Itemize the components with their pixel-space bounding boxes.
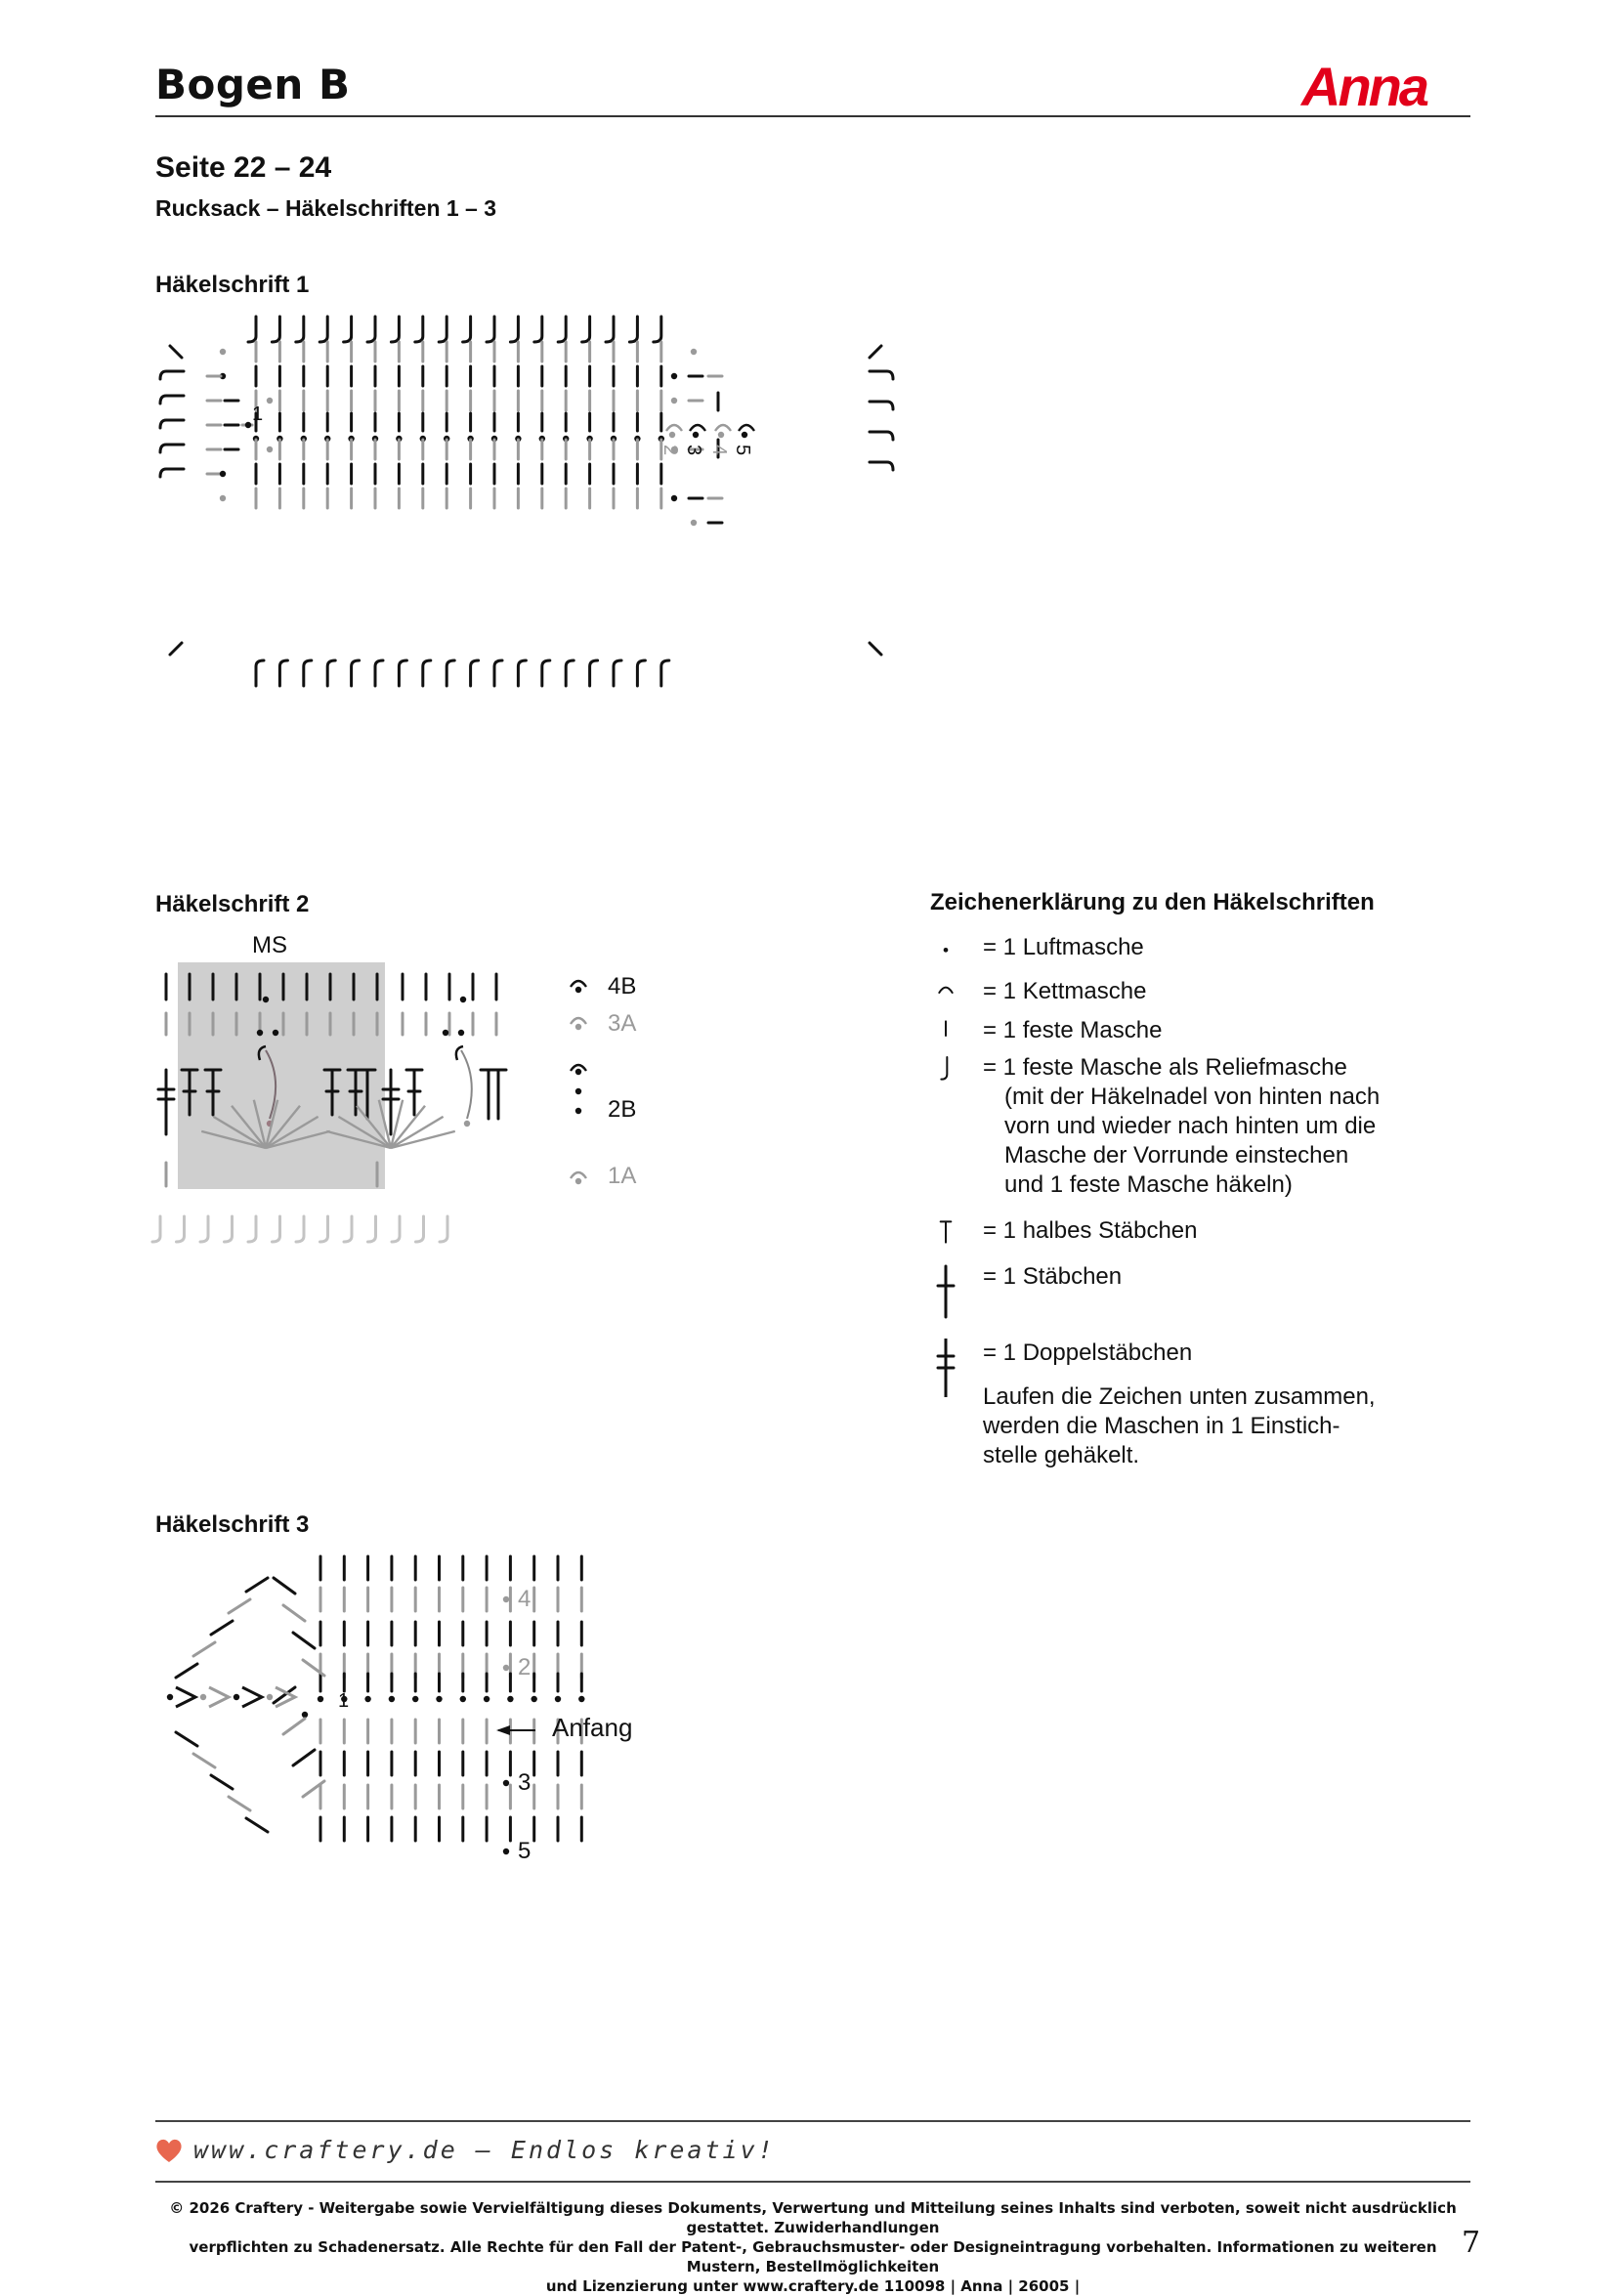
single-crochet-symbol: [211, 1775, 233, 1789]
chain-symbol: [245, 422, 251, 428]
heart-icon: [154, 2136, 184, 2165]
chain-symbol: [555, 1696, 561, 1702]
relief-stitch-symbol: [248, 317, 256, 342]
chain-symbol: [302, 1712, 308, 1718]
chain-symbol: [503, 1849, 509, 1854]
chain-symbol: [575, 1069, 581, 1075]
single-crochet-symbol: [246, 1818, 268, 1832]
legend-text-line: = 1 Stäbchen: [983, 1263, 1123, 1290]
legend-note: [983, 1382, 1413, 1470]
chain-symbol: [503, 1780, 509, 1786]
relief-stitch-symbol: [582, 317, 590, 342]
single-crochet-symbol: [246, 1578, 268, 1592]
slip-stitch-symbol: [571, 1172, 586, 1178]
relief-stitch-symbol: [225, 1216, 233, 1242]
round-label: 2B: [608, 1096, 637, 1123]
round-label: 3: [518, 1769, 532, 1796]
chain-symbol: [460, 997, 466, 1002]
document-title: Bogen B: [155, 61, 351, 108]
legend-text-line: Masche der Vorrunde einstechen: [1004, 1142, 1349, 1169]
page-section: Seite 22 – 24: [155, 151, 332, 184]
legend-item-text: [983, 1216, 1198, 1246]
footer-slogan: www.craftery.de – Endlos kreativ!: [193, 2136, 776, 2164]
single-crochet-symbol: [176, 1687, 195, 1707]
chain-symbol: [273, 1030, 278, 1036]
relief-stitch-symbol: [248, 1216, 256, 1242]
legend-item-text: [983, 1053, 1380, 1200]
single-crochet-symbol: [293, 1750, 315, 1765]
single-crochet-symbol: [176, 1664, 197, 1678]
relief-stitch-symbol: [439, 317, 447, 342]
legend-note-line: stelle gehäkelt.: [983, 1442, 1140, 1468]
relief-stitch-symbol: [152, 1216, 160, 1242]
relief-stitch-symbol: [320, 1216, 328, 1242]
single-crochet-symbol: [229, 1599, 250, 1613]
chain-symbol: [364, 1696, 370, 1702]
round-label: 5: [518, 1838, 532, 1864]
single-crochet-symbol: [242, 1687, 262, 1707]
relief-stitch-symbol: [590, 660, 598, 686]
chain-symbol: [267, 398, 273, 404]
start-marker: 1: [338, 1690, 350, 1712]
relief-stitch-symbol: [319, 317, 327, 342]
round-label: 1A: [608, 1163, 637, 1189]
round-label: 5: [732, 445, 753, 456]
chain-symbol: [443, 1030, 448, 1036]
chain-symbol: [267, 1694, 273, 1700]
single-crochet-symbol: [293, 1633, 315, 1648]
slip-stitch-symbol: [690, 425, 705, 431]
chain-symbol: [503, 1596, 509, 1602]
relief-stitch-symbol: [870, 402, 893, 409]
chain-symbol: [200, 1694, 206, 1700]
round-label: 3: [683, 445, 704, 456]
single-crochet-symbol: [193, 1642, 215, 1656]
relief-stitch-symbol: [654, 317, 661, 342]
connector-arrow: [461, 1050, 472, 1119]
chart1-label: Häkelschrift 1: [155, 272, 310, 298]
single-crochet-bar-icon: [928, 1016, 963, 1055]
slip-stitch-symbol: [715, 425, 731, 431]
single-crochet-symbol: [274, 1578, 295, 1594]
legend-text-line: = 1 Kettmasche: [983, 978, 1147, 1004]
brand-wordmark: Anna: [1301, 57, 1426, 115]
chain-symbol: [507, 1696, 513, 1702]
half-double-crochet-icon: [928, 1216, 963, 1255]
legend-title: Zeichenerklärung zu den Häkelschriften: [930, 889, 1375, 915]
legend-note-line: werden die Maschen in 1 Einstich-: [983, 1413, 1340, 1439]
chain-symbol: [263, 997, 269, 1002]
chain-symbol: [575, 987, 581, 993]
round-label: 2: [659, 445, 681, 456]
relief-stitch-symbol: [661, 660, 669, 686]
single-crochet-symbol: [176, 1732, 197, 1746]
relief-stitch-symbol: [518, 660, 526, 686]
chain-symbol: [718, 432, 724, 438]
page-number: 7: [1462, 2226, 1481, 2260]
arrow-left-icon: [496, 1725, 510, 1735]
chain-symbol: [220, 471, 226, 477]
relief-stitch-symbol: [614, 660, 621, 686]
subtitle: Rucksack – Häkelschriften 1 – 3: [155, 195, 497, 221]
chain-symbol: [458, 1030, 464, 1036]
round-label: 4: [708, 445, 730, 456]
relief-stitch-symbol: [494, 660, 502, 686]
chain-symbol: [389, 1696, 395, 1702]
chain-dot-glyph: [944, 948, 949, 953]
chain-symbol: [578, 1696, 584, 1702]
copyright-line: verpflichten zu Schadenersatz. Alle Rechte für den Fall der Patent-, Gebrauchsmuster- oder Designeintragung vorbehalten. Informationen zu weiteren Mustern, Bestellmöglichkeiten: [189, 2238, 1437, 2275]
chain-symbol: [575, 1178, 581, 1184]
round-label: 4: [518, 1586, 532, 1612]
relief-stitch-symbol: [391, 317, 399, 342]
round-label: 3A: [608, 1010, 637, 1037]
legend-text-line: = 1 Doppelstäbchen: [983, 1339, 1193, 1366]
chain-symbol: [267, 446, 273, 452]
legend-item-text: [983, 977, 1146, 1006]
single-crochet-symbol: [283, 1605, 305, 1621]
relief-stitch-symbol: [200, 1216, 208, 1242]
arc-glyph: [939, 988, 952, 993]
relief-stitch-symbol: [352, 660, 360, 686]
chain-symbol: [220, 495, 226, 501]
chain-symbol: [464, 1121, 470, 1127]
relief-stitch-symbol: [542, 660, 550, 686]
relief-stitch-symbol: [870, 371, 893, 379]
legend-text-line: vorn und wieder nach hinten um die: [1004, 1113, 1377, 1139]
chain-symbol: [671, 373, 677, 379]
treble-crochet-icon: [928, 1339, 963, 1397]
relief-stitch-symbol: [273, 1216, 280, 1242]
chain-symbol: [532, 1696, 537, 1702]
single-crochet-symbol: [209, 1687, 229, 1707]
hook-glyph: [941, 1057, 947, 1080]
relief-stitch-symbol: [534, 317, 542, 342]
chain-symbol: [318, 1696, 323, 1702]
legend-note-line: Laufen die Zeichen unten zusammen,: [983, 1383, 1376, 1410]
single-crochet-symbol: [211, 1621, 233, 1635]
slip-stitch-symbol: [571, 1018, 586, 1024]
legend-text-line: und 1 feste Masche häkeln): [1004, 1171, 1293, 1198]
slip-stitch-arc-icon: [928, 977, 963, 1016]
relief-stitch-symbol: [160, 469, 184, 477]
chain-symbol: [436, 1696, 442, 1702]
relief-stitch-symbol: [870, 432, 893, 440]
chain-symbol: [220, 349, 226, 355]
slip-stitch-symbol: [571, 981, 586, 987]
copyright-line: und Lizenzierung unter www.craftery.de 110098 | Anna | 26005 |: [545, 2277, 1081, 2295]
relief-stitch-symbol: [279, 660, 287, 686]
legend-item-text: [983, 1016, 1162, 1045]
slip-stitch-symbol: [739, 425, 754, 431]
single-crochet-symbol: [170, 643, 182, 655]
header-rule: [155, 115, 1470, 117]
legend-text-line: = 1 feste Masche: [983, 1017, 1163, 1043]
chain-symbol: [575, 1108, 581, 1114]
relief-stitch-symbol: [423, 660, 431, 686]
round-label: 2: [518, 1654, 532, 1680]
chain-symbol: [257, 1030, 263, 1036]
chain-symbol: [503, 1665, 509, 1671]
legend-text-line: = 1 Luftmasche: [983, 934, 1144, 960]
relief-hook-icon: [928, 1053, 963, 1092]
relief-stitch-symbol: [399, 660, 406, 686]
chain-symbol: [742, 432, 747, 438]
relief-stitch-symbol: [177, 1216, 185, 1242]
relief-stitch-symbol: [296, 1216, 304, 1242]
round-label: 4B: [608, 973, 637, 999]
chain-symbol: [234, 1694, 239, 1700]
copyright-notice: [155, 2198, 1470, 2296]
relief-stitch-symbol: [487, 317, 494, 342]
start-label: Anfang: [552, 1713, 633, 1742]
chain-symbol: [167, 1694, 173, 1700]
relief-stitch-symbol: [344, 317, 352, 342]
relief-stitch-symbol: [304, 660, 312, 686]
relief-stitch-symbol: [870, 462, 893, 470]
legend-text-line: = 1 halbes Stäbchen: [983, 1217, 1198, 1244]
double-crochet-symbol: [391, 1131, 455, 1148]
chart3-label: Häkelschrift 3: [155, 1511, 310, 1538]
chain-symbol: [671, 398, 677, 404]
chain-symbol: [575, 1088, 581, 1094]
relief-stitch-symbol: [447, 660, 454, 686]
relief-stitch-symbol: [510, 317, 518, 342]
single-crochet-symbol: [283, 1719, 305, 1734]
relief-stitch-symbol: [368, 1216, 376, 1242]
relief-stitch-symbol: [160, 396, 184, 404]
chain-symbol: [669, 432, 675, 438]
anna-logo: [1299, 57, 1471, 115]
relief-stitch-symbol: [392, 1216, 400, 1242]
chain-symbol: [693, 432, 699, 438]
relief-stitch-symbol: [375, 660, 383, 686]
chain-symbol: [691, 349, 697, 355]
relief-stitch-symbol: [416, 1216, 424, 1242]
relief-stitch-symbol: [256, 660, 264, 686]
relief-stitch-symbol: [637, 660, 645, 686]
relief-stitch-symbol: [415, 317, 423, 342]
relief-stitch-symbol: [558, 317, 566, 342]
legend-item-text: [983, 1339, 1192, 1368]
relief-stitch-symbol: [367, 317, 375, 342]
chart2-label: Häkelschrift 2: [155, 891, 310, 917]
chain-symbol: [575, 1024, 581, 1030]
legend-text-line: (mit der Häkelnadel von hinten nach: [1004, 1084, 1381, 1110]
chain-symbol: [412, 1696, 418, 1702]
relief-stitch-symbol: [160, 445, 184, 452]
chain-symbol: [671, 495, 677, 501]
relief-stitch-symbol: [344, 1216, 352, 1242]
single-crochet-symbol: [170, 346, 182, 358]
relief-stitch-symbol: [566, 660, 574, 686]
single-crochet-symbol: [870, 643, 881, 655]
chart3-diagram: [147, 1549, 909, 1891]
relief-stitch-symbol: [272, 317, 279, 342]
chain-symbol: [691, 520, 697, 526]
relief-stitch-symbol: [463, 317, 471, 342]
chain-dot-icon: [928, 933, 963, 972]
slip-stitch-symbol: [666, 425, 682, 431]
single-crochet-symbol: [229, 1797, 250, 1810]
ms-label: MS: [252, 932, 287, 958]
footer-rule-bottom: [155, 2181, 1470, 2183]
chain-symbol: [460, 1696, 466, 1702]
start-marker: 1: [252, 404, 264, 425]
double-crochet-icon: [928, 1262, 963, 1321]
chart2-diagram: [147, 923, 694, 1255]
chain-symbol: [484, 1696, 489, 1702]
footer-rule-top: [155, 2120, 1470, 2122]
single-crochet-symbol: [870, 346, 881, 358]
relief-stitch-symbol: [440, 1216, 447, 1242]
relief-stitch-symbol: [629, 317, 637, 342]
legend-item-text: [983, 933, 1144, 962]
legend-item-text: [983, 1262, 1122, 1292]
single-crochet-symbol: [193, 1754, 215, 1767]
relief-stitch-symbol: [606, 317, 614, 342]
relief-stitch-symbol: [296, 317, 304, 342]
legend-text-line: = 1 feste Masche als Reliefmasche: [983, 1054, 1347, 1081]
relief-stitch-symbol: [160, 420, 184, 428]
chart1-diagram: [147, 303, 948, 713]
copyright-line: © 2026 Craftery - Weitergabe sowie Vervielfältigung dieses Dokuments, Verwertung und Mitteilung seines Inhalts sind verboten, soweit nicht ausdrücklich gestattet. Zuwiderhandlungen: [169, 2199, 1457, 2236]
relief-stitch-symbol: [471, 660, 479, 686]
double-crochet-symbol: [391, 1117, 444, 1148]
relief-stitch-symbol: [160, 371, 184, 379]
relief-stitch-symbol: [327, 660, 335, 686]
